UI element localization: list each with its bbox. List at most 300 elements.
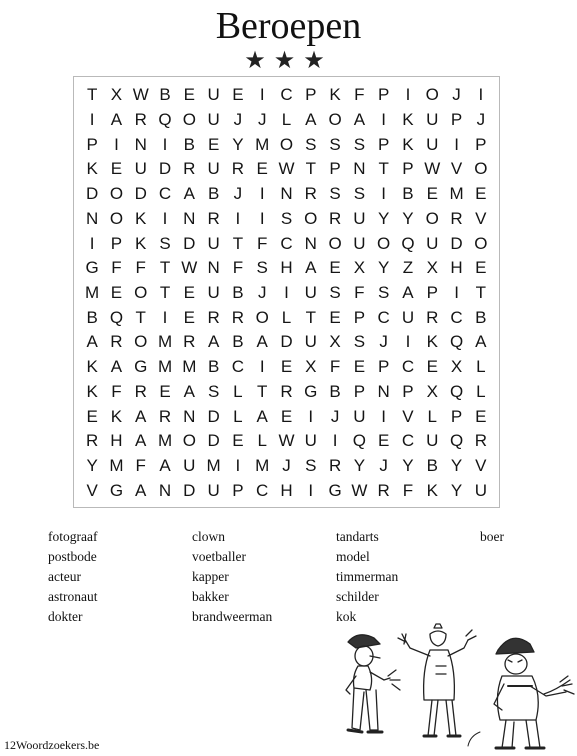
grid-letter: D: [280, 332, 293, 352]
grid-letter: S: [353, 134, 366, 154]
grid-letter: P: [450, 406, 463, 426]
grid-letter: Q: [352, 431, 366, 451]
grid-letter: N: [86, 208, 99, 228]
grid-letter: D: [134, 184, 147, 204]
grid-letter: T: [305, 159, 316, 179]
grid-letter: R: [474, 431, 487, 451]
grid-letter: C: [450, 307, 463, 327]
grid-letter: B: [159, 85, 171, 105]
grid-letter: K: [329, 85, 341, 105]
grid-letter: D: [86, 184, 99, 204]
grid-letter: E: [329, 258, 341, 278]
grid-letter: A: [475, 332, 487, 352]
grid-letter: E: [232, 431, 244, 451]
grid-letter: H: [450, 258, 463, 278]
word-item: acteur: [48, 569, 81, 584]
grid-letter: F: [354, 85, 365, 105]
grid-letter: S: [377, 282, 390, 302]
grid-letter: C: [280, 233, 293, 253]
grid-letter: C: [256, 480, 269, 500]
grid-letter: R: [304, 184, 317, 204]
grid-letter: Y: [450, 480, 463, 500]
grid-letter: N: [158, 480, 172, 500]
grid-letter: K: [402, 134, 414, 154]
grid-letter: R: [426, 307, 439, 327]
grid-letter: W: [278, 431, 295, 451]
grid-letter: L: [427, 406, 437, 426]
grid-letter: U: [207, 480, 220, 500]
grid-letter: B: [329, 381, 341, 401]
grid-letter: I: [381, 110, 387, 130]
grid-letter: X: [426, 258, 438, 278]
grid-letter: Y: [377, 208, 390, 228]
grid-letter: O: [474, 233, 488, 253]
word-list-column-2: [192, 527, 272, 627]
professions-illustration: [330, 620, 575, 754]
grid-letter: S: [159, 233, 171, 253]
grid-letter: C: [280, 85, 293, 105]
difficulty-stars: ★★★: [244, 47, 333, 74]
grid-letter: L: [233, 406, 243, 426]
grid-letter: O: [182, 110, 196, 130]
grid-letter: D: [183, 233, 196, 253]
grid-letter: A: [183, 381, 195, 401]
grid-letter: Q: [449, 332, 464, 352]
grid-letter: T: [86, 85, 98, 105]
grid-letter: I: [405, 85, 411, 105]
grid-letter: F: [111, 381, 122, 401]
grid-letter: Y: [377, 258, 390, 278]
grid-letter: M: [206, 455, 221, 475]
grid-letter: P: [402, 159, 414, 179]
grid-letter: U: [426, 134, 439, 154]
grid-letter: L: [476, 381, 486, 401]
grid-letter: I: [114, 134, 119, 154]
grid-letter: T: [232, 233, 244, 253]
grid-letter: B: [232, 332, 244, 352]
grid-letter: P: [377, 134, 390, 154]
grid-letter: V: [475, 208, 487, 228]
word-item: fotograaf: [48, 529, 98, 544]
grid-letter: R: [231, 159, 245, 179]
grid-letter: T: [378, 159, 389, 179]
grid-letter: P: [377, 85, 390, 105]
grid-letter: X: [110, 85, 123, 105]
grid-letter: R: [280, 381, 293, 401]
grid-letter: J: [476, 110, 486, 130]
grid-letter: E: [353, 357, 366, 377]
grid-letter: Q: [449, 431, 464, 451]
grid-letter: Y: [232, 134, 244, 154]
grid-letter: K: [426, 480, 438, 500]
grid-letter: A: [305, 258, 317, 278]
grid-letter: G: [134, 357, 148, 377]
grid-letter: U: [207, 110, 220, 130]
grid-letter: I: [235, 455, 241, 475]
grid-letter: R: [110, 332, 123, 352]
grid-letter: L: [257, 431, 267, 451]
grid-letter: R: [134, 110, 147, 130]
grid-letter: X: [329, 332, 341, 352]
grid-letter: B: [86, 307, 98, 327]
grid-letter: I: [405, 332, 411, 352]
grid-letter: X: [305, 357, 317, 377]
grid-letter: S: [207, 381, 220, 401]
grid-letter: A: [135, 480, 147, 500]
grid-letter: I: [308, 406, 314, 426]
grid-letter: S: [329, 184, 341, 204]
grid-letter: R: [328, 208, 342, 228]
grid-letter: R: [328, 455, 342, 475]
grid-letter: P: [305, 85, 317, 105]
word-item: model: [336, 549, 370, 564]
grid-letter: N: [134, 134, 147, 154]
firefighter-figure: [468, 638, 574, 748]
grid-letter: H: [280, 258, 293, 278]
grid-letter: O: [304, 208, 318, 228]
grid-letter: T: [305, 307, 316, 327]
grid-letter: I: [381, 406, 387, 426]
grid-letter: R: [450, 208, 463, 228]
grid-letter: E: [426, 184, 438, 204]
grid-letter: I: [259, 85, 265, 105]
grid-letter: S: [353, 332, 366, 352]
grid-letter: I: [284, 282, 289, 302]
grid-letter: B: [207, 357, 220, 377]
grid-letter: N: [183, 208, 196, 228]
grid-letter: P: [329, 159, 341, 179]
grid-letter: G: [304, 381, 318, 401]
grid-letter: I: [259, 208, 265, 228]
grid-letter: H: [110, 431, 123, 451]
site-credit: 12Woordzoekers.be: [4, 738, 100, 752]
grid-letter: P: [353, 307, 366, 327]
grid-letter: W: [181, 258, 198, 278]
grid-letter: N: [280, 184, 293, 204]
page-title: Beroepen: [215, 5, 362, 47]
grid-letter: U: [207, 282, 220, 302]
grid-letter: N: [183, 406, 196, 426]
grid-letter: W: [132, 85, 149, 105]
grid-letter: E: [183, 307, 195, 327]
grid-letter: R: [183, 332, 196, 352]
grid-letter: E: [110, 159, 123, 179]
grid-letter: A: [110, 357, 123, 377]
word-item: tandarts: [336, 529, 379, 544]
grid-letter: W: [351, 480, 368, 500]
grid-letter: L: [233, 381, 243, 401]
grid-letter: J: [330, 406, 340, 426]
grid-letter: M: [109, 455, 124, 475]
grid-letter: C: [401, 431, 415, 451]
grid-letter: B: [183, 134, 195, 154]
grid-letter: T: [475, 282, 487, 302]
grid-letter: J: [233, 184, 243, 204]
grid-letter: F: [135, 258, 146, 278]
word-item: dokter: [48, 609, 83, 624]
grid-letter: O: [328, 110, 342, 130]
grid-letter: O: [255, 307, 269, 327]
grid-letter: U: [426, 431, 439, 451]
grid-letter: I: [235, 208, 241, 228]
grid-letter: F: [329, 357, 341, 377]
word-list: [48, 527, 568, 627]
grid-letter: O: [425, 85, 439, 105]
grid-letter: U: [401, 307, 415, 327]
word-item: astronaut: [48, 589, 98, 604]
grid-letter: B: [426, 455, 438, 475]
grid-letter: Q: [109, 307, 124, 327]
grid-letter: W: [278, 159, 295, 179]
grid-letter: U: [207, 159, 220, 179]
grid-letter: V: [450, 159, 463, 179]
grid-letter: E: [86, 406, 98, 426]
grid-letter: I: [259, 357, 265, 377]
grid-letter: O: [109, 184, 124, 204]
grid-letter: X: [353, 258, 366, 278]
grid-letter: I: [162, 134, 168, 154]
word-list-column-1: [48, 527, 98, 627]
grid-letter: U: [207, 85, 220, 105]
grid-letter: Y: [402, 455, 414, 475]
grid-letter: P: [402, 381, 414, 401]
grid-letter: M: [157, 431, 173, 451]
grid-letter: P: [110, 233, 123, 253]
grid-letter: B: [402, 184, 414, 204]
grid-letter: O: [328, 233, 342, 253]
grid-letter: E: [475, 406, 487, 426]
grid-letter: U: [304, 282, 317, 302]
grid-letter: U: [426, 233, 439, 253]
grid-letter: S: [305, 455, 317, 475]
police-officer-figure: [346, 635, 400, 732]
grid-letter: P: [377, 357, 390, 377]
nurse-figure: [398, 624, 476, 736]
grid-letter: I: [89, 110, 95, 130]
grid-letter: B: [232, 282, 244, 302]
grid-letter: O: [377, 233, 391, 253]
grid-letter: W: [424, 159, 441, 179]
word-item: clown: [192, 529, 225, 544]
grid-letter: C: [401, 357, 415, 377]
grid-letter: P: [232, 480, 244, 500]
grid-letter: D: [450, 233, 463, 253]
grid-letter: P: [86, 134, 98, 154]
word-item: kok: [336, 609, 357, 624]
grid-letter: E: [207, 134, 220, 154]
grid-letter: K: [135, 233, 147, 253]
grid-letter: U: [183, 455, 196, 475]
grid-letter: M: [255, 455, 270, 475]
grid-letter: D: [207, 406, 220, 426]
grid-letter: J: [379, 332, 388, 352]
grid-letter: O: [109, 208, 124, 228]
word-item: voetballer: [192, 549, 246, 564]
grid-letter: S: [329, 134, 341, 154]
grid-letter: N: [304, 233, 317, 253]
grid-letter: O: [134, 332, 148, 352]
grid-letter: M: [157, 332, 173, 352]
grid-letter: E: [377, 431, 390, 451]
word-list-column-3: [336, 527, 398, 627]
grid-letter: T: [159, 258, 171, 278]
grid-letter: R: [207, 208, 220, 228]
grid-letter: E: [426, 357, 438, 377]
grid-letter: C: [231, 357, 245, 377]
word-item: brandweerman: [192, 609, 273, 624]
grid-letter: E: [329, 307, 341, 327]
grid-letter: K: [426, 332, 438, 352]
grid-letter: D: [158, 159, 172, 179]
grid-letter: N: [207, 258, 220, 278]
grid-letter: K: [86, 357, 98, 377]
grid-letter: E: [159, 381, 171, 401]
grid-letter: T: [257, 381, 268, 401]
word-item: kapper: [192, 569, 229, 584]
grid-letter: F: [257, 233, 268, 253]
grid-letter: F: [111, 258, 122, 278]
word-search-grid: [73, 76, 500, 508]
grid-letter: U: [426, 110, 439, 130]
grid-letter: T: [135, 307, 146, 327]
grid-letter: L: [281, 110, 292, 130]
grid-letter: E: [280, 357, 293, 377]
grid-letter: H: [280, 480, 293, 500]
grid-letter: U: [474, 480, 487, 500]
grid-letter: A: [207, 332, 220, 352]
grid-letter: O: [425, 208, 439, 228]
grid-letter: I: [332, 431, 338, 451]
grid-letter: Q: [158, 110, 172, 130]
grid-letter: U: [353, 233, 366, 253]
grid-letter: U: [207, 233, 220, 253]
grid-letter: A: [402, 282, 414, 302]
grid-letter: K: [402, 110, 414, 130]
grid-letter: S: [256, 258, 268, 278]
grid-letter: N: [377, 381, 390, 401]
grid-letter: R: [86, 431, 99, 451]
grid-letter: A: [159, 455, 171, 475]
grid-letter: P: [475, 134, 487, 154]
grid-letter: E: [475, 258, 487, 278]
grid-letter: J: [233, 110, 243, 130]
grid-letter: J: [379, 455, 388, 475]
grid-letter: S: [353, 184, 366, 204]
grid-letter: R: [158, 406, 172, 426]
word-item: schilder: [336, 589, 379, 604]
word-item: bakker: [192, 589, 229, 604]
grid-letter: S: [305, 134, 317, 154]
grid-letter: R: [183, 159, 196, 179]
grid-letter: D: [207, 431, 220, 451]
grid-letter: K: [110, 406, 123, 426]
grid-letter: C: [158, 184, 172, 204]
grid-letter: E: [256, 159, 268, 179]
grid-letter: V: [402, 406, 414, 426]
grid-letter: L: [281, 307, 292, 327]
word-item: postbode: [48, 549, 97, 564]
grid-letter: Y: [402, 208, 414, 228]
word-item: timmerman: [336, 569, 399, 584]
grid-letter: C: [377, 307, 390, 327]
grid-letter: J: [257, 110, 267, 130]
grid-letter: A: [256, 332, 268, 352]
grid-letter: B: [207, 184, 220, 204]
grid-letter: U: [353, 208, 366, 228]
grid-letter: G: [328, 480, 342, 500]
grid-letter: A: [305, 110, 317, 130]
grid-letter: E: [110, 282, 123, 302]
grid-letter: P: [353, 381, 366, 401]
grid-letter: M: [157, 357, 173, 377]
grid-letter: I: [381, 184, 387, 204]
grid-letter: Y: [450, 455, 463, 475]
grid-letter: I: [162, 208, 168, 228]
grid-letter: M: [449, 184, 464, 204]
grid-letter: Q: [401, 233, 415, 253]
word-list-column-4: [480, 527, 504, 547]
grid-letter: N: [353, 159, 366, 179]
grid-letter: J: [282, 455, 291, 475]
grid-letter: A: [183, 184, 195, 204]
grid-letter: L: [476, 357, 486, 377]
grid-letter: U: [304, 431, 317, 451]
grid-letter: F: [354, 282, 365, 302]
grid-letter: E: [183, 85, 195, 105]
grid-letter: P: [426, 282, 438, 302]
grid-letter: R: [134, 381, 147, 401]
grid-letter: O: [134, 282, 148, 302]
grid-letter: I: [454, 282, 459, 302]
grid-letter: K: [86, 381, 98, 401]
grid-letter: A: [256, 406, 268, 426]
grid-letter: U: [134, 159, 147, 179]
grid-letter: Y: [353, 455, 366, 475]
grid-letter: K: [86, 159, 98, 179]
grid-letter: A: [110, 110, 123, 130]
grid-letter: U: [353, 406, 366, 426]
grid-letter: O: [182, 431, 196, 451]
grid-letter: A: [353, 110, 366, 130]
grid-letter: F: [232, 258, 244, 278]
grid-letter: I: [162, 307, 168, 327]
grid-letter: E: [232, 85, 244, 105]
grid-letter: G: [109, 480, 124, 500]
grid-letter: E: [183, 282, 195, 302]
grid-letter: Y: [86, 455, 98, 475]
grid-letter: R: [207, 307, 220, 327]
grid-letter: A: [86, 332, 98, 352]
grid-letter: G: [85, 258, 99, 278]
grid-letter: S: [329, 282, 341, 302]
word-item: boer: [480, 529, 504, 544]
grid-letter: K: [135, 208, 147, 228]
grid-letter: D: [183, 480, 196, 500]
grid-letter: F: [402, 480, 414, 500]
grid-letter: J: [257, 282, 267, 302]
grid-letter: P: [450, 110, 463, 130]
grid-letter: F: [135, 455, 146, 475]
grid-letter: Q: [449, 381, 464, 401]
grid-letter: R: [231, 307, 245, 327]
grid-letter: U: [304, 332, 317, 352]
grid-letter: O: [474, 159, 488, 179]
grid-letter: E: [280, 406, 293, 426]
grid-letter: T: [159, 282, 171, 302]
grid-letter: S: [280, 208, 293, 228]
grid-letter: J: [452, 85, 461, 105]
grid-letter: M: [255, 134, 270, 154]
